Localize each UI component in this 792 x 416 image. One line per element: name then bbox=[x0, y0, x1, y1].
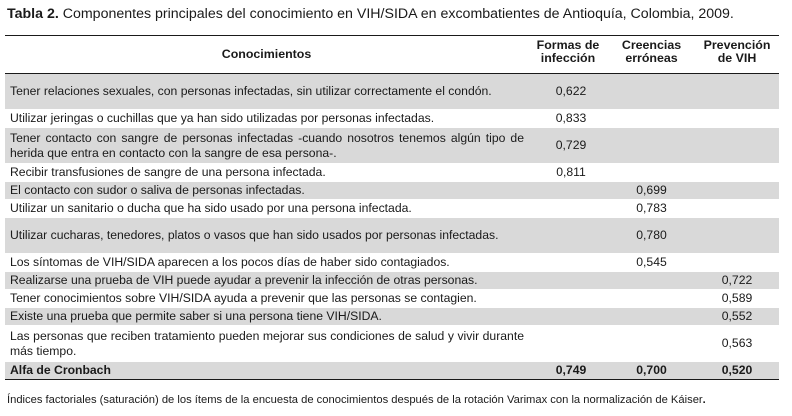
item-text: Utilizar cucharas, tenedores, platos o vasos que han sido usados por personas infectadas. bbox=[10, 228, 499, 242]
prevencion-value bbox=[695, 110, 779, 128]
header-prevencion-vih: Prevención de VIH bbox=[703, 38, 771, 65]
cronbach-creencias: 0,700 bbox=[608, 362, 695, 380]
creencias-value: 0,545 bbox=[636, 255, 667, 269]
creencias-value: 0,783 bbox=[636, 201, 667, 215]
item-text: Tener contacto con sangre de personas infectadas -cuando nosotros tenemos algún tipo de herida que entra en contacto con la sangre de esa persona-. bbox=[10, 130, 524, 160]
prevencion-value bbox=[695, 254, 779, 272]
creencias-value bbox=[608, 164, 695, 182]
table-row bbox=[5, 74, 779, 110]
table-row bbox=[5, 218, 779, 254]
item-text: El contacto con sudor o saliva de personas infectadas. bbox=[10, 183, 305, 197]
creencias-value bbox=[608, 272, 695, 290]
caption-text: Componentes principales del conocimiento en VIH/SIDA en excombatientes de Antioquía, Colombia, 2009. bbox=[58, 6, 734, 22]
footnote-period: . bbox=[702, 394, 706, 406]
item-text: Tener relaciones sexuales, con personas infectadas, sin utilizar correctamente el condón. bbox=[10, 84, 492, 98]
table-row bbox=[5, 200, 779, 218]
item-text: Los síntomas de VIH/SIDA aparecen a los pocos días de haber sido contagiados. bbox=[10, 255, 450, 269]
formas-value bbox=[528, 218, 608, 254]
prevencion-value bbox=[695, 74, 779, 110]
prevencion-value bbox=[695, 182, 779, 200]
prevencion-value: 0,722 bbox=[721, 273, 753, 287]
creencias-value bbox=[608, 290, 695, 308]
item-text: Existe una prueba que permite saber si una persona tiene VIH/SIDA. bbox=[10, 309, 382, 323]
prevencion-value: 0,589 bbox=[721, 291, 753, 305]
table-row bbox=[5, 308, 779, 326]
creencias-value bbox=[608, 326, 695, 362]
header-creencias-erroneas: Creencias erróneas bbox=[621, 38, 682, 65]
cronbach-label: Alfa de Cronbach bbox=[5, 362, 528, 380]
item-text: Utilizar jeringas o cuchillas que ya han sido utilizadas por personas infectadas. bbox=[10, 111, 435, 125]
table-row bbox=[5, 254, 779, 272]
creencias-value: 0,699 bbox=[636, 183, 667, 197]
prevencion-value bbox=[695, 164, 779, 182]
formas-value bbox=[528, 200, 608, 218]
formas-value bbox=[528, 182, 608, 200]
formas-value bbox=[528, 254, 608, 272]
prevencion-value: 0,563 bbox=[721, 336, 753, 350]
prevencion-value: 0,552 bbox=[721, 309, 753, 323]
creencias-value bbox=[608, 110, 695, 128]
table-row bbox=[5, 326, 779, 362]
table-caption bbox=[7, 5, 787, 23]
creencias-value bbox=[608, 74, 695, 110]
item-text: Recibir transfusiones de sangre de una persona infectada. bbox=[10, 165, 326, 179]
formas-value: 0,729 bbox=[555, 138, 587, 152]
formas-value: 0,811 bbox=[556, 165, 586, 179]
table-row bbox=[5, 182, 779, 200]
cronbach-formas: 0,749 bbox=[528, 362, 608, 380]
prevencion-value bbox=[695, 200, 779, 218]
item-text: Tener conocimientos sobre VIH/SIDA ayuda a prevenir que las personas se contagien. bbox=[10, 291, 477, 305]
creencias-value bbox=[608, 308, 695, 326]
header-row bbox=[5, 36, 779, 74]
caption-label: Tabla 2. bbox=[7, 6, 59, 22]
table-row bbox=[5, 272, 779, 290]
formas-value bbox=[528, 326, 608, 362]
table-footnote bbox=[7, 393, 787, 407]
item-text: Utilizar un sanitario o ducha que ha sido usado por una persona infectada. bbox=[10, 201, 412, 215]
formas-value bbox=[528, 290, 608, 308]
table-row bbox=[5, 110, 779, 128]
item-text: Realizarse una prueba de VIH puede ayudar a prevenir la infección de otras personas. bbox=[10, 273, 478, 287]
footnote-text: Índices factoriales (saturación) de los ítems de la encuesta de conocimientos después de la rotación Varimax con la normalización de Káiser bbox=[7, 394, 703, 406]
formas-value: 0,622 bbox=[555, 84, 587, 98]
header-conocimientos: Conocimientos bbox=[221, 47, 312, 61]
formas-value: 0,833 bbox=[555, 111, 587, 125]
creencias-value bbox=[608, 128, 695, 164]
formas-value bbox=[528, 272, 608, 290]
table-row bbox=[5, 128, 779, 164]
creencias-value: 0,780 bbox=[636, 228, 667, 242]
formas-value bbox=[528, 308, 608, 326]
header-formas-de-infeccion: Formas de infección bbox=[536, 38, 600, 65]
item-text: Las personas que reciben tratamiento pueden mejorar sus condiciones de salud y vivir durante más tiempo. bbox=[10, 328, 524, 358]
cronbach-row bbox=[5, 362, 779, 380]
table-row bbox=[5, 290, 779, 308]
prevencion-value bbox=[695, 128, 779, 164]
knowledge-table bbox=[5, 35, 779, 380]
prevencion-value bbox=[695, 218, 779, 254]
cronbach-prevencion: 0,520 bbox=[695, 362, 779, 380]
table-row bbox=[5, 164, 779, 182]
